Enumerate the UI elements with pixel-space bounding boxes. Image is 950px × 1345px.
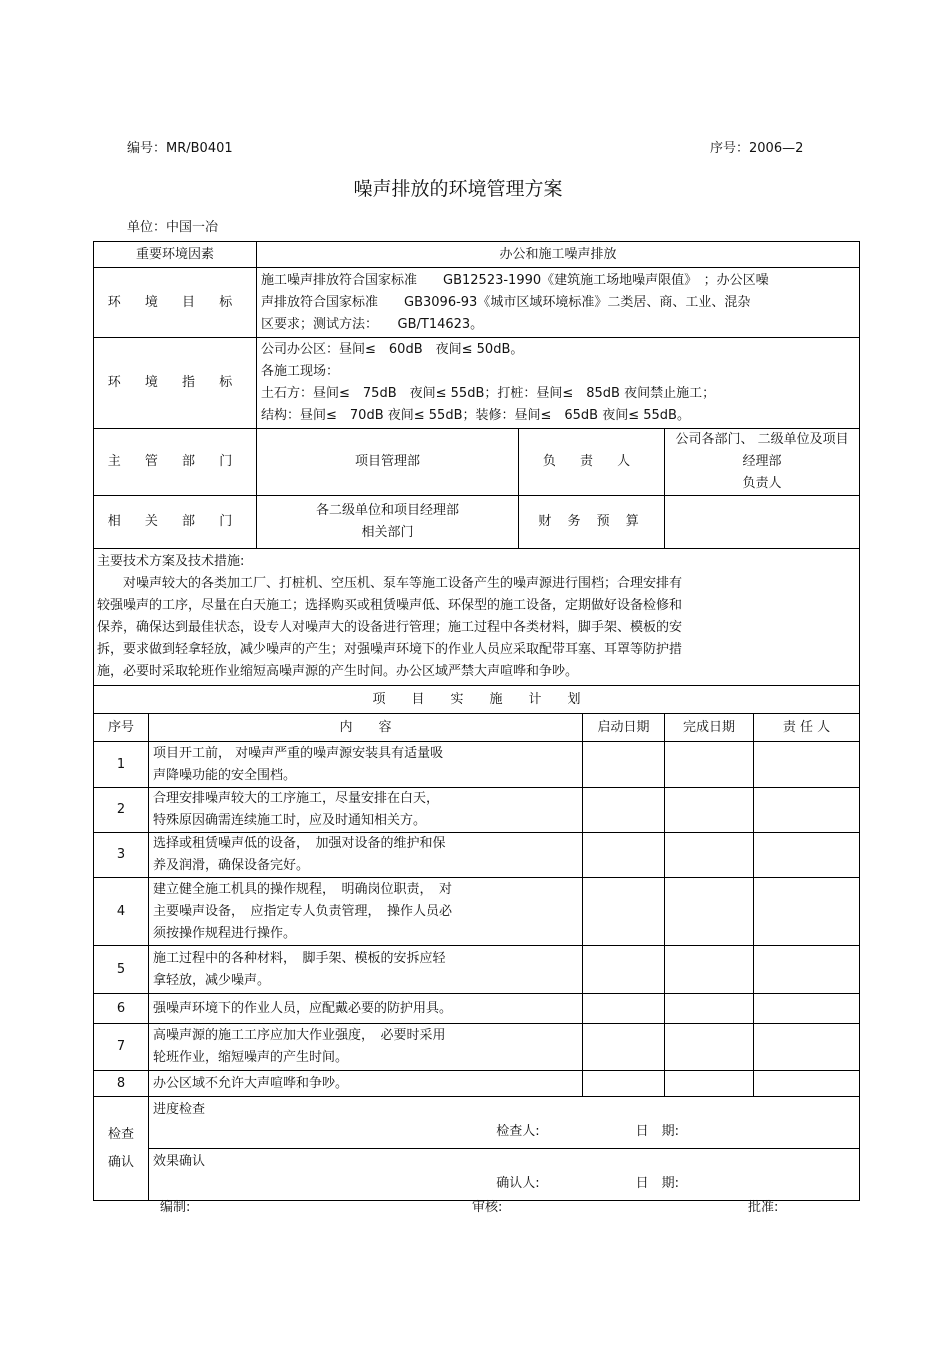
owner-line: 公司各部门、 二级单位及项目经理部 xyxy=(675,432,849,469)
confirmer-label: 确认人: xyxy=(496,1176,540,1191)
row-content-line: 建立健全施工机具的操作规程， 明确岗位职责， 对 xyxy=(153,881,453,897)
related-value xyxy=(257,496,519,549)
row-end-date xyxy=(665,878,754,946)
goal-line: 施工噪声排放符合国家标准 GB12523-1990《建筑施工场地噪声限值》 ；办公区噪 xyxy=(261,272,769,288)
row-start-date xyxy=(583,742,665,788)
row-end-date xyxy=(665,946,754,994)
footer-compile: 编制: xyxy=(160,1200,191,1215)
effect-confirm-label: 效果确认 xyxy=(153,1154,206,1169)
factor-value: 办公和施工噪声排放 xyxy=(257,242,860,268)
row-content xyxy=(149,1071,583,1097)
measures-title: 主要技术方案及技术措施: xyxy=(97,554,245,569)
row-responsible xyxy=(754,1071,860,1097)
row-end-date xyxy=(665,1024,754,1071)
budget-label: 财 务 预 算 xyxy=(519,496,665,549)
row-number: 3 xyxy=(94,833,149,878)
dept-label: 主 管 部 门 xyxy=(94,429,257,496)
col-header-content: 内 容 xyxy=(149,714,583,742)
row-number: 5 xyxy=(94,946,149,994)
row-start-date xyxy=(583,946,665,994)
owner-value xyxy=(665,429,860,496)
row-number: 7 xyxy=(94,1024,149,1071)
budget-value xyxy=(665,496,860,549)
check-label xyxy=(94,1097,149,1201)
indicator-line: 结构：昼间≤ 70dB 夜间≤ 55dB；装修：昼间≤ 65dB 夜间≤ 55dB。 xyxy=(261,408,690,423)
effect-sign-line xyxy=(153,1173,855,1195)
progress-check-label: 进度检查 xyxy=(153,1102,206,1117)
row-content-line: 办公区域不允许大声喧哗和争吵。 xyxy=(153,1075,349,1091)
table-row xyxy=(94,994,860,1024)
row-start-date xyxy=(583,1071,665,1097)
row-responsible xyxy=(754,1024,860,1071)
check-label-line: 确认 xyxy=(107,1154,134,1170)
row-content-line: 合理安排噪声较大的工序施工，尽量安排在白天， xyxy=(153,791,440,806)
table-row xyxy=(94,742,860,788)
goal-label: 环 境 目 标 xyxy=(94,268,257,338)
serial-number: 序号：2006—2 xyxy=(710,141,804,156)
row-content xyxy=(149,833,583,878)
table-row xyxy=(94,788,860,833)
document-code: 编号：MR/B0401 xyxy=(127,141,233,156)
row-responsible xyxy=(754,833,860,878)
row-content-line: 须按操作规程进行操作。 xyxy=(153,925,297,941)
row-content xyxy=(149,994,583,1024)
plan-form-table xyxy=(93,241,860,1201)
row-end-date xyxy=(665,994,754,1024)
row-responsible xyxy=(754,788,860,833)
indicator-text xyxy=(257,338,860,429)
row-content-line: 拿轻放，减少噪声。 xyxy=(153,972,271,988)
row-content-line: 施工过程中的各种材料， 脚手架、模板的安拆应轻 xyxy=(153,950,446,966)
row-start-date xyxy=(583,878,665,946)
col-header-responsible: 责 任 人 xyxy=(754,714,860,742)
measures-line: 拆，要求做到轻拿轻放，减少噪声的产生；对强噪声环境下的作业人员应采取配带耳塞、耳罩等防护措 xyxy=(97,642,683,657)
row-content-line: 声降噪功能的安全围档。 xyxy=(153,767,297,783)
indicator-line: 公司办公区：昼间≤ 60dB 夜间≤ 50dB。 xyxy=(261,342,524,357)
row-content xyxy=(149,946,583,994)
goal-text xyxy=(257,268,860,338)
footer-approve: 批准: xyxy=(748,1200,779,1215)
factor-label: 重要环境因素 xyxy=(94,242,257,268)
owner-label: 负 责 人 xyxy=(519,429,665,496)
row-number: 1 xyxy=(94,742,149,788)
progress-sign-line xyxy=(153,1121,855,1143)
row-responsible xyxy=(754,878,860,946)
table-row xyxy=(94,833,860,878)
row-content-line: 选择或租赁噪声低的设备， 加强对设备的维护和保 xyxy=(153,836,446,851)
measures-cell xyxy=(94,549,860,686)
col-header-start: 启动日期 xyxy=(583,714,665,742)
indicator-line: 土石方：昼间≤ 75dB 夜间≤ 55dB；打桩：昼间≤ 85dB 夜间禁止施工； xyxy=(261,386,716,401)
row-content-line: 主要噪声设备， 应指定专人负责管理， 操作人员必 xyxy=(153,903,453,919)
row-content xyxy=(149,878,583,946)
indicator-line: 各施工现场： xyxy=(261,364,340,379)
check-label-line: 检查 xyxy=(107,1126,134,1142)
progress-check-cell xyxy=(149,1097,860,1149)
row-number: 6 xyxy=(94,994,149,1024)
row-end-date xyxy=(665,742,754,788)
row-content xyxy=(149,742,583,788)
row-start-date xyxy=(583,833,665,878)
row-content-line: 高噪声源的施工工序应加大作业强度， 必要时采用 xyxy=(153,1028,446,1043)
row-end-date xyxy=(665,833,754,878)
goal-line: 区要求；测试方法： GB/T14623。 xyxy=(261,316,484,332)
row-content xyxy=(149,788,583,833)
measures-line: 保养，确保达到最佳状态，设专人对噪声大的设备进行管理；施工过程中各类材料，脚手架、模板的安 xyxy=(97,620,683,635)
unit-label: 单位：中国一冶 xyxy=(127,220,219,235)
measures-line: 施，必要时采取轮班作业缩短高噪声源的产生时间。办公区域严禁大声喧哗和争吵。 xyxy=(97,664,579,679)
row-content-line: 特殊原因确需连续施工时，应及时通知相关方。 xyxy=(153,813,427,828)
row-content xyxy=(149,1024,583,1071)
related-label: 相 关 部 门 xyxy=(94,496,257,549)
page-title: 噪声排放的环境管理方案 xyxy=(353,178,563,200)
owner-line: 负责人 xyxy=(742,476,782,491)
row-responsible xyxy=(754,946,860,994)
footer-review: 审核: xyxy=(472,1200,503,1215)
dept-value: 项目管理部 xyxy=(257,429,519,496)
goal-line: 声排放符合国家标准 GB3096-93《城市区域环境标准》二类居、商、工业、混杂 xyxy=(261,294,751,310)
effect-confirm-cell xyxy=(149,1149,860,1201)
row-start-date xyxy=(583,994,665,1024)
row-start-date xyxy=(583,788,665,833)
row-number: 2 xyxy=(94,788,149,833)
table-row xyxy=(94,1071,860,1097)
confirm-date-label: 日 期: xyxy=(635,1176,680,1191)
row-responsible xyxy=(754,994,860,1024)
row-content-line: 强噪声环境下的作业人员，应配戴必要的防护用具。 xyxy=(153,1000,453,1016)
row-content-line: 项目开工前， 对噪声严重的噪声源安装具有适量吸 xyxy=(153,745,444,761)
plan-title: 项 目 实 施 计 划 xyxy=(94,686,860,714)
measures-line: 对噪声较大的各类加工厂、打桩机、空压机、泵车等施工设备产生的噪声源进行围档；合理安排有 xyxy=(123,576,683,591)
row-responsible xyxy=(754,742,860,788)
row-start-date xyxy=(583,1024,665,1071)
table-row xyxy=(94,878,860,946)
row-content-line: 养及润滑，确保设备完好。 xyxy=(153,858,310,873)
measures-line: 较强噪声的工序，尽量在白天施工；选择购买或租赁噪声低、环保型的施工设备，定期做好设备检修和 xyxy=(97,598,683,613)
row-number: 8 xyxy=(94,1071,149,1097)
checker-label: 检查人: xyxy=(496,1124,540,1139)
row-number: 4 xyxy=(94,878,149,946)
col-header-no: 序号 xyxy=(94,714,149,742)
row-end-date xyxy=(665,788,754,833)
check-date-label: 日 期: xyxy=(635,1124,680,1139)
related-line: 相关部门 xyxy=(361,525,414,540)
row-content-line: 轮班作业，缩短噪声的产生时间。 xyxy=(153,1050,349,1065)
col-header-end: 完成日期 xyxy=(665,714,754,742)
table-row xyxy=(94,1024,860,1071)
indicator-label: 环 境 指 标 xyxy=(94,338,257,429)
table-row xyxy=(94,946,860,994)
related-line: 各二级单位和项目经理部 xyxy=(316,503,460,518)
row-end-date xyxy=(665,1071,754,1097)
